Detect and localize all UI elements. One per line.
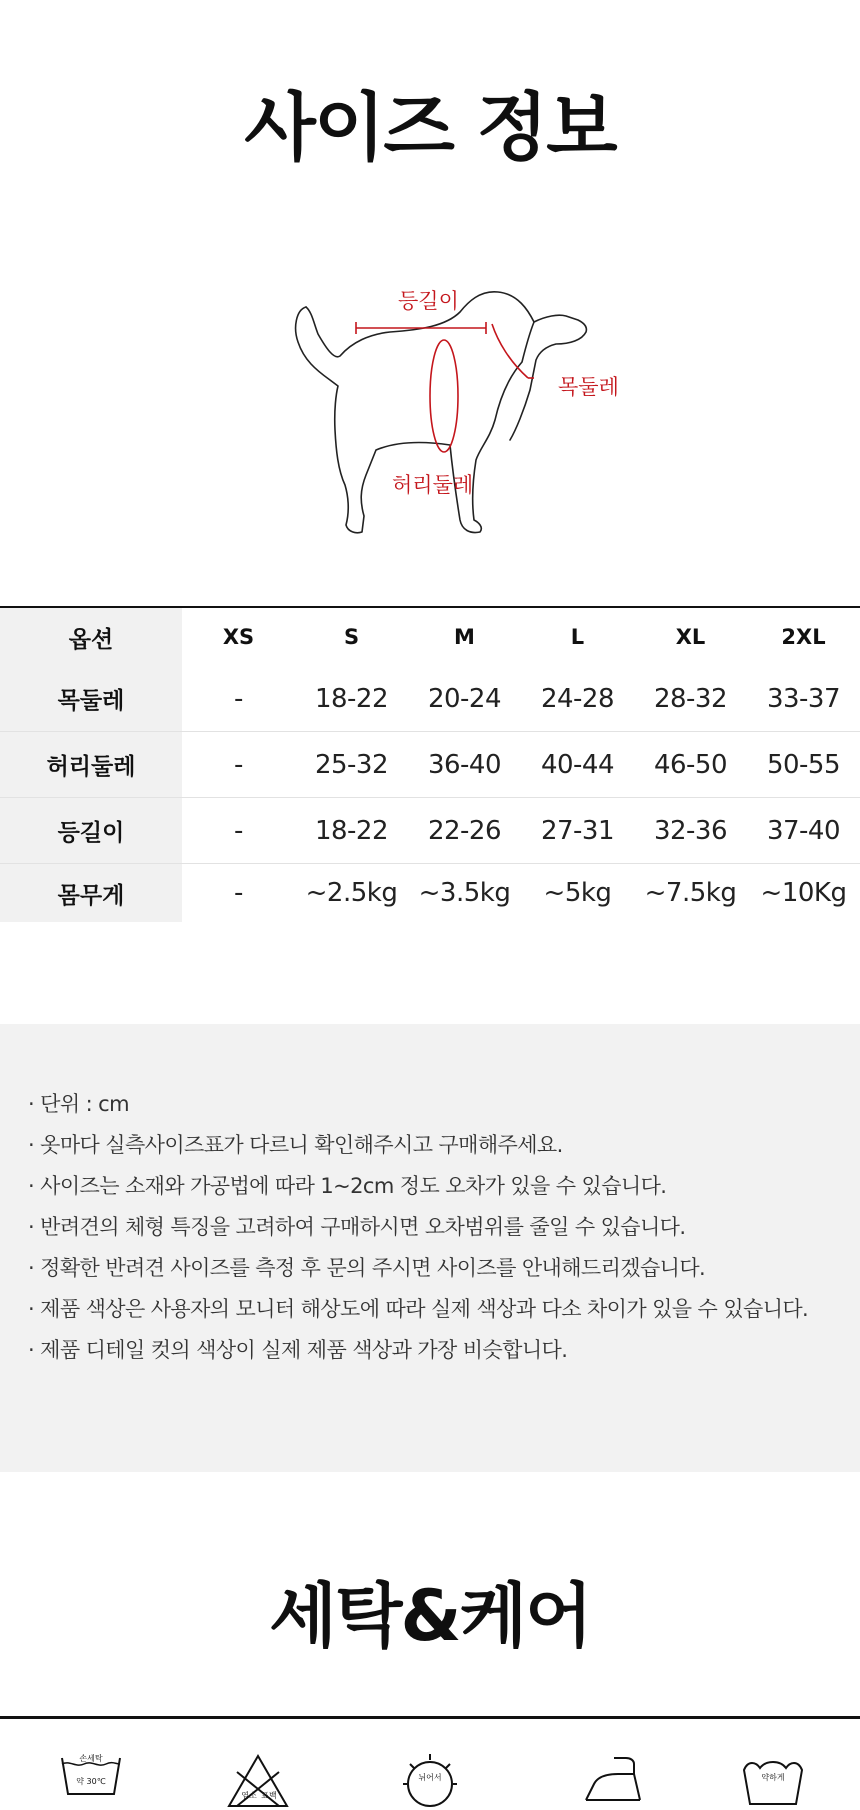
care-icon-text: 약 30℃ [76, 1777, 106, 1786]
gentle-wring-icon [738, 1750, 808, 1810]
row-label: 허리둘레 [0, 732, 182, 798]
care-icon-text: 약하게 [761, 1773, 785, 1782]
care-icon-text: 손세탁 [79, 1754, 103, 1763]
neck-label: 목둘레 [558, 375, 619, 399]
table-cell: 40-44 [521, 732, 634, 798]
table-cell: 20-24 [408, 666, 521, 732]
table-cell: 27-31 [521, 798, 634, 864]
table-cell: - [234, 878, 243, 908]
table-cell: 22-26 [408, 798, 521, 864]
column-header: XL [675, 625, 706, 649]
row-label: 몸무게 [0, 864, 182, 923]
no-bleach-icon [223, 1750, 293, 1810]
sun-dry-icon [395, 1750, 465, 1810]
note-item: · 제품 디테일 컷의 색상이 실제 제품 색상과 가장 비슷합니다. [28, 1338, 568, 1362]
table-cell: ~5kg [543, 878, 612, 908]
care-divider [0, 1716, 860, 1719]
table-cell: - [182, 732, 295, 798]
care-icon-text: 뉘어서 [418, 1773, 442, 1782]
note-item: · 옷마다 실측사이즈표가 다르니 확인해주시고 구매해주세요. [28, 1133, 563, 1157]
table-cell: 18-22 [295, 798, 408, 864]
table-row [0, 798, 860, 864]
table-row [0, 666, 860, 732]
table-cell: ~7.5kg [644, 878, 737, 908]
table-cell: 37-40 [747, 798, 860, 864]
table-cell: ~3.5kg [418, 878, 511, 908]
column-header: L [570, 625, 585, 649]
note-item: · 정확한 반려견 사이즈를 측정 후 문의 주시면 사이즈를 안내해드리겠습니다. [28, 1256, 706, 1280]
column-header: S [343, 625, 360, 649]
column-header: 2XL [781, 625, 826, 649]
iron-icon [578, 1750, 648, 1810]
notes-list [28, 1084, 821, 1371]
table-cell: 28-32 [634, 666, 747, 732]
table-cell: 24-28 [521, 666, 634, 732]
measurement-lines [356, 322, 534, 452]
note-item: · 제품 색상은 사용자의 모니터 해상도에 따라 실제 색상과 다소 차이가 있을 수 있습니다. [28, 1297, 809, 1321]
column-header: M [454, 625, 475, 649]
column-header: XS [222, 625, 255, 649]
care-icon-text: 염소 [241, 1791, 257, 1800]
size-info-title: 사이즈 정보 [244, 85, 616, 171]
table-cell: 33-37 [747, 666, 860, 732]
table-cell: 36-40 [408, 732, 521, 798]
table-cell: ~2.5kg [305, 878, 398, 908]
dog-measurement-diagram [290, 280, 670, 550]
table-cell: - [182, 798, 295, 864]
table-cell: 25-32 [295, 732, 408, 798]
row-label: 목둘레 [0, 666, 182, 732]
option-header: 옵션 [0, 607, 182, 666]
table-header-row [0, 607, 860, 666]
back-length-label: 등길이 [398, 289, 459, 313]
note-item: · 사이즈는 소재와 가공법에 따라 1~2cm 정도 오차가 있을 수 있습니다. [28, 1174, 667, 1198]
row-label: 등길이 [0, 798, 182, 864]
hand-wash-30-icon [56, 1750, 126, 1810]
table-cell: 32-36 [634, 798, 747, 864]
care-title: 세탁&케어 [269, 1575, 591, 1657]
table-cell: 18-22 [295, 666, 408, 732]
note-item: · 단위 : cm [28, 1092, 129, 1116]
waist-label: 허리둘레 [392, 473, 474, 497]
table-cell: 46-50 [634, 732, 747, 798]
table-cell: 50-55 [747, 732, 860, 798]
table-row [0, 732, 860, 798]
table-cell: - [182, 666, 295, 732]
table-row [0, 864, 860, 923]
size-notes-section [0, 1024, 860, 1472]
table-cell: ~10Kg [760, 878, 847, 908]
care-icon-text: 표백 [261, 1791, 277, 1800]
size-table [0, 606, 860, 922]
note-item: · 반려견의 체형 특징을 고려하여 구매하시면 오차범위를 줄일 수 있습니다. [28, 1215, 686, 1239]
